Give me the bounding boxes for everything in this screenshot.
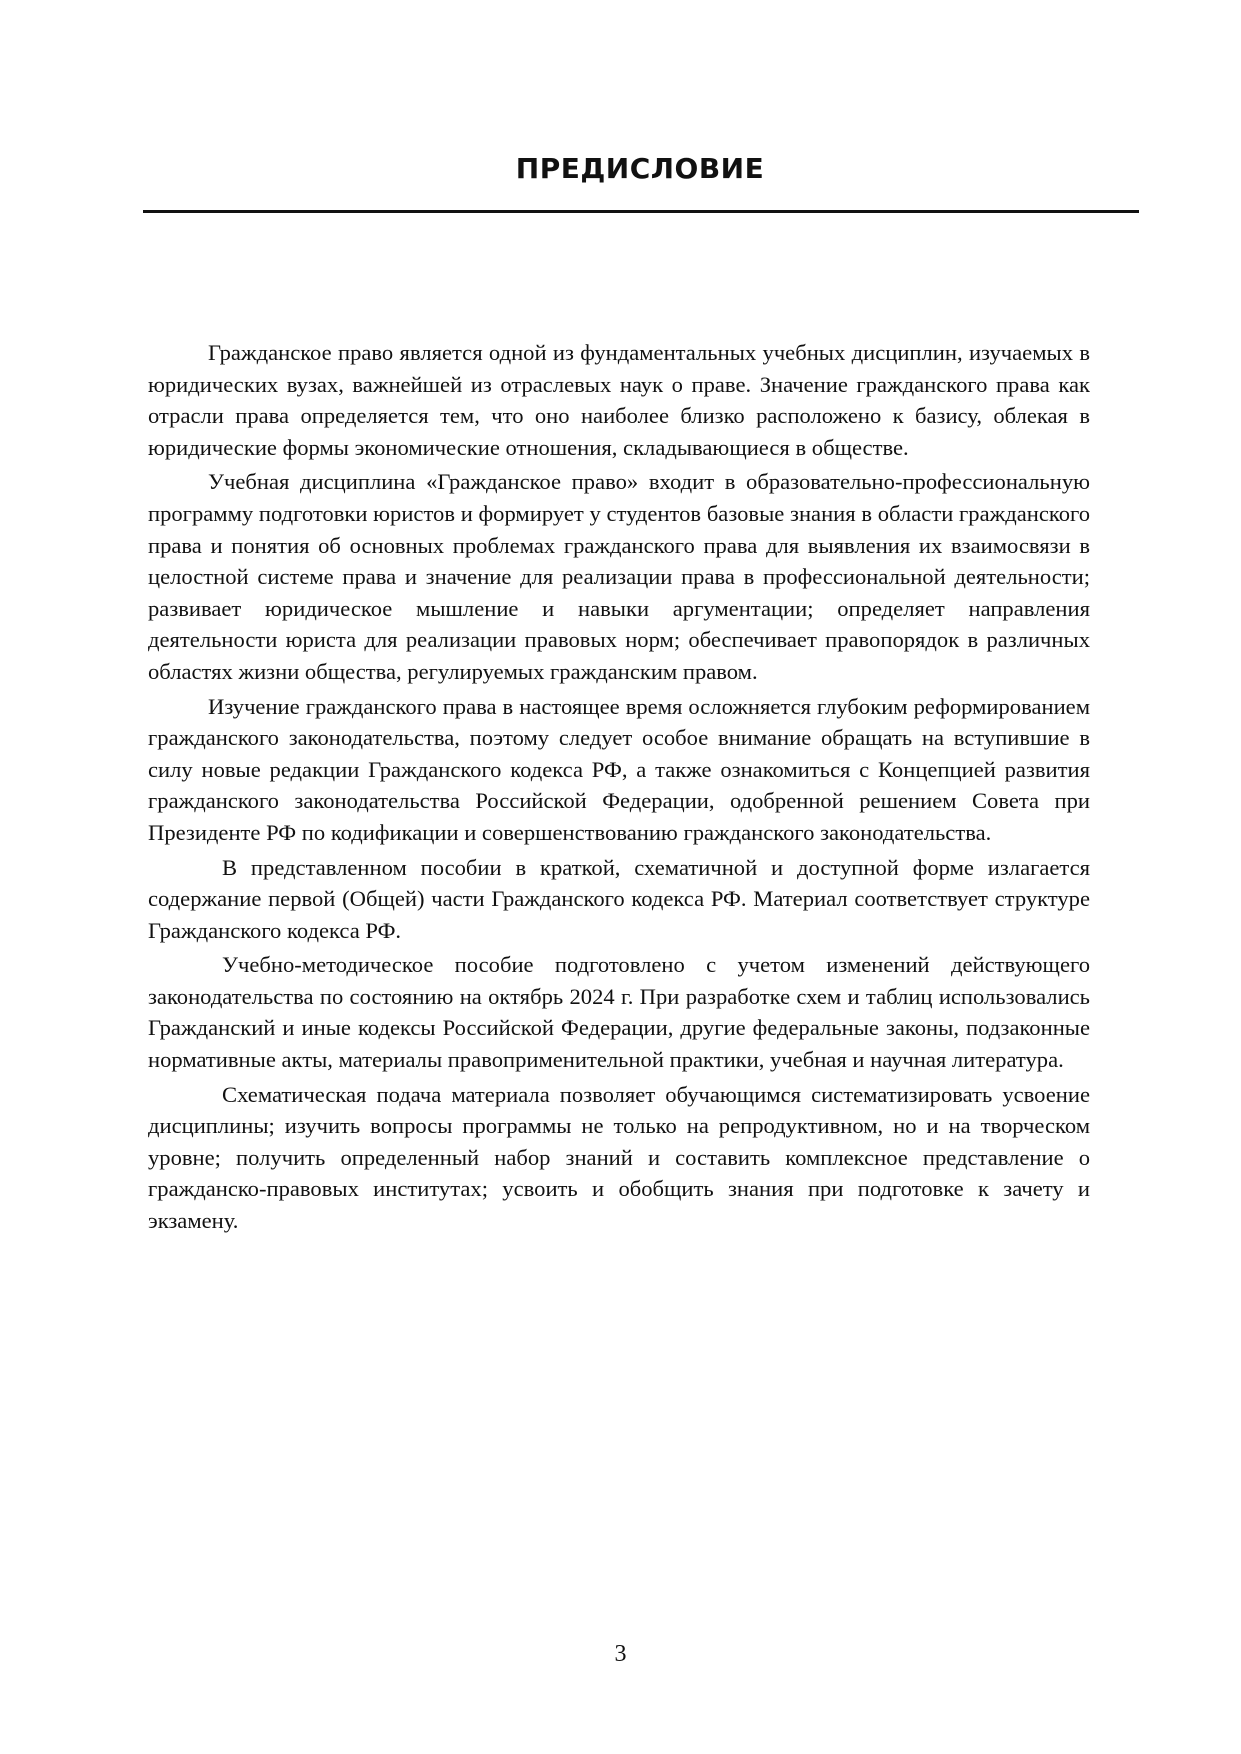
paragraph-6: Схематическая подача материала позволяет обучающимся систематизировать усвоение дисциплины; изучить вопросы программы не только на репродуктивном, но и на творческом уровне; получить определенный набор знаний и составить комплексное представление о гражданско-правовых институтах; усвоить и обобщить знания при подготовке к зачету и экзамену.: [148, 1081, 1090, 1234]
body-text: [148, 337, 1090, 1240]
title-underline: [143, 210, 1139, 213]
paragraph-2: Учебная дисциплина «Гражданское право» входит в образовательно-профессиональную программу подготовки юристов и формирует у студентов базовые знания в области гражданского права и понятия об основных проблемах гражданского права для выявления их взаимосвязи в целостной системе права и значение для реализации права в профессиональной деятельности; развивает юридическое мышление и навыки аргументации; определяет направления деятельности юриста для реализации правовых норм; обеспечивает правопорядок в различных областях жизни общества, регулируемых гражданским правом.: [148, 469, 1090, 684]
page-number: 3: [614, 1641, 627, 1667]
paragraph-1: Гражданское право является одной из фундаментальных учебных дисциплин, изучаемых в юридических вузах, важнейшей из отраслевых наук о праве. Значение гражданского права как отрасли права определяется тем, что оно наиболее близко расположено к базису, облекая в юридические формы экономические отношения, складывающиеся в обществе.: [148, 340, 1090, 460]
page-title: ПРЕДИСЛОВИЕ: [515, 152, 765, 185]
paragraph-4: В представленном пособии в краткой, схематичной и доступной форме излагается содержание первой (Общей) части Гражданского кодекса РФ. Материал соответствует структуре Гражданского кодекса РФ.: [148, 854, 1090, 943]
paragraph-3: Изучение гражданского права в настоящее время осложняется глубоким реформированием гражданского законодательства, поэтому следует особое внимание обращать на вступившие в силу новые редакции Гражданского кодекса РФ, а также ознакомиться с Концепцией развития гражданского законодательства Российской Федерации, одобренной решением Совета при Президенте РФ по кодификации и совершенствованию гражданского законодательства.: [148, 693, 1090, 845]
paragraph-5: Учебно-методическое пособие подготовлено с учетом изменений действующего законодательства по состоянию на октябрь 2024 г. При разработке схем и таблиц использовались Гражданский и иные кодексы Российской Федерации, другие федеральные законы, подзаконные нормативные акты, материалы правоприменительной практики, учебная и научная литература.: [148, 952, 1090, 1073]
